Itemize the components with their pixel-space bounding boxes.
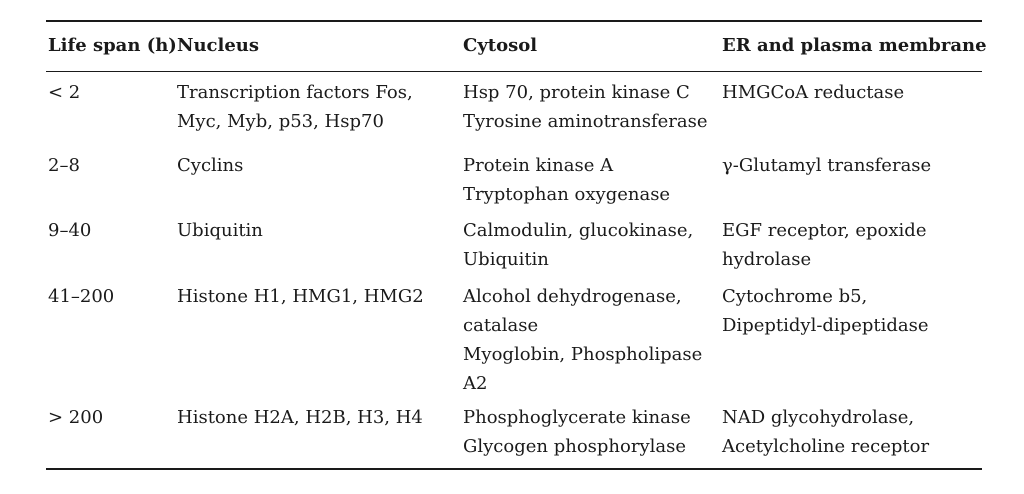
cell-line: Glycogen phosphorylase: [463, 436, 687, 457]
cell-line: Dipeptidyl-dipeptidase: [722, 315, 929, 336]
cell-er: [722, 403, 929, 461]
cell-er: [722, 216, 926, 274]
cell-lifespan: [48, 151, 80, 180]
cell-line: > 200: [48, 407, 104, 428]
cell-line: 41–200: [48, 286, 115, 307]
cell-nucleus: [177, 216, 263, 245]
cell-cytosol: [463, 78, 708, 136]
cell-line: Histone H2A, H2B, H3, H4: [177, 407, 423, 428]
cell-line: Calmodulin, glucokinase,: [463, 220, 694, 241]
cell-line: Ubiquitin: [463, 249, 549, 270]
cell-line: hydrolase: [722, 249, 812, 270]
cell-nucleus: [177, 151, 243, 180]
cell-lifespan: [48, 282, 114, 311]
cell-line: NAD glycohydrolase,: [722, 407, 915, 428]
cell-line: Myc, Myb, p53, Hsp70: [177, 111, 384, 132]
cell-line: Protein kinase A: [463, 155, 614, 176]
cell-line: Cyclins: [177, 155, 244, 176]
cell-nucleus: [177, 403, 423, 432]
cell-cytosol: [463, 216, 693, 274]
cell-nucleus: [177, 78, 413, 136]
cell-line: Alcohol dehydrogenase,: [463, 286, 682, 307]
cell-line: HMGCoA reductase: [722, 82, 905, 103]
cell-er: [722, 282, 929, 340]
cell-line: 2–8: [48, 155, 80, 176]
cell-lifespan: [48, 78, 80, 107]
cell-line: 9–40: [48, 220, 92, 241]
cell-line: < 2: [48, 82, 81, 103]
table-top-rule: [46, 20, 982, 22]
cell-line: EGF receptor, epoxide: [722, 220, 927, 241]
cell-line: Ubiquitin: [177, 220, 263, 241]
cell-line: Hsp 70, protein kinase C: [463, 82, 690, 103]
cell-line: Acetylcholine receptor: [722, 436, 930, 457]
header-er-plasma-membrane: ER and plasma membrane: [722, 35, 987, 56]
table-header-rule: [46, 71, 982, 72]
table-bottom-rule: [46, 468, 982, 470]
cell-line: Tyrosine aminotransferase: [463, 111, 708, 132]
header-nucleus: Nucleus: [177, 35, 260, 56]
cell-line: Cytochrome b5,: [722, 286, 868, 307]
cell-line: Transcription factors Fos,: [177, 82, 413, 103]
cell-lifespan: [48, 403, 103, 432]
cell-line: Tryptophan oxygenase: [463, 184, 671, 205]
cell-cytosol: [463, 403, 691, 461]
cell-line: γ-Glutamyl transferase: [722, 155, 932, 176]
cell-line: Phosphoglycerate kinase: [463, 407, 691, 428]
cell-line: Histone H1, HMG1, HMG2: [177, 286, 424, 307]
cell-line: Myoglobin, Phospholipase: [463, 344, 703, 365]
cell-er: [722, 151, 931, 180]
cell-cytosol: [463, 151, 670, 209]
header-lifespan: Life span (h): [48, 35, 177, 56]
cell-nucleus: [177, 282, 424, 311]
header-cytosol: Cytosol: [463, 35, 538, 56]
cell-line: A2: [463, 373, 488, 394]
cell-lifespan: [48, 216, 91, 245]
cell-line: catalase: [463, 315, 539, 336]
cell-cytosol: [463, 282, 702, 398]
cell-er: [722, 78, 904, 107]
